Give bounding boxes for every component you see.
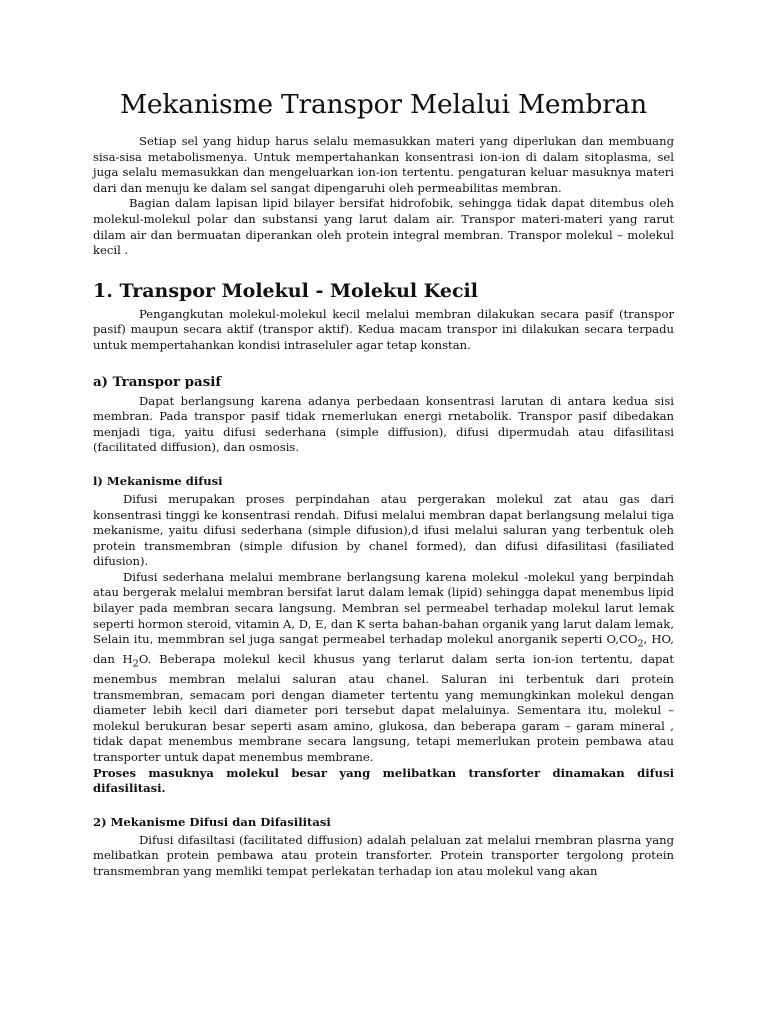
item-2-heading: 2) Mekanisme Difusi dan Difasilitasi bbox=[93, 814, 331, 829]
item-1-paragraph-2-part-b: , HO, dan H bbox=[93, 632, 674, 667]
intro-paragraph-1: Setiap sel yang hidup harus selalu memasukkan materi yang diperlukan dan membuang sisa-sisa metabolismenya. Untuk mempertahankan konsentrasi ion-ion di dalam sitoplasma, sel juga selalu memasukkan dan mengeluarkan ion-ion tertentu. pengaturan keluar masuknya materi dari dan menuju ke dalam sel sangat dipengaruhi oleh permeabilitas membran. bbox=[93, 134, 674, 195]
item-1-heading: l) Mekanisme difusi bbox=[93, 473, 223, 488]
subscript-h2o: 2 bbox=[132, 658, 139, 670]
document-title: Mekanisme Transpor Melalui Membran bbox=[119, 89, 648, 120]
subsection-a-paragraph: Dapat berlangsung karena adanya perbedaan konsentrasi larutan di antara kedua sisi membran. Pada transpor pasif tidak rnemerlukan energi rnetabolik. Transpor pasif dibedakan menjadi tiga, yaitu difusi sederhana (simple diffusion), difusi dipermudah atau difasilitasi (facilitated diffusion), dan osmosis. bbox=[93, 393, 674, 455]
section-1-heading: 1. Transpor Molekul - Molekul Kecil bbox=[93, 279, 478, 302]
item-1-bold-statement: Proses masuknya molekul besar yang melibatkan transforter dinamakan difusi difasilitasi. bbox=[93, 765, 674, 796]
item-1-paragraph-2-part-a: Difusi sederhana melalui membrane berlangsung karena molekul -molekul yang berpindah atau bergerak melalui membran bersifat larut dalam lemak (lipid) sehingga dapat menembus lipid bilayer pada membran secara langsung. Membran sel permeabel terhadap molekul larut lemak seperti hormon steroid, vitamin A, D, E, dan K serta bahan-bahan organik yang larut dalam lemak, Selain itu, memmbran sel juga sangat permeabel terhadap molekul anorganik seperti O,CO bbox=[93, 569, 674, 647]
intro-paragraph-2: Bagian dalam lapisan lipid bilayer bersifat hidrofobik, sehingga tidak dapat ditembus oleh molekul-molekul polar dan substansi yang larut dalam air. Transpor materi-materi yang rarut dilam air dan bermuatan diperankan oleh protein integral membran. Transpor molekul – molekul kecil . bbox=[93, 196, 674, 258]
item-1-paragraph-2-part-c: O. Beberapa molekul kecil khusus yang terlarut dalam serta ion-ion tertentu, dapat menembus membran melalui saluran atau chanel. Saluran ini terbentuk dari protein transmembran, semacam pori dengan diameter tertentu yang memungkinkan molekul dengan diameter lebih kecil dari diameter pori tersebut dapat melaluinya. Sementara itu, molekul – molekul berukuran besar seperti asam amino, glukosa, dan beberapa garam – garam mineral , tidak dapat menembus membrane secara langsung, tetapi memerlukan protein pembawa atau transporter untuk dapat menembus membrane. bbox=[93, 652, 674, 765]
item-2-paragraph-1: Difusi difasiltasi (facilitated diffusion) adalah pelaluan zat melalui rnembran plasrna yang melibatkan protein pembawa atau protein transforter. Protein transporter tergolong protein transmembran yang memliki tempat perlekatan terhadap ion atau molekul vang akan bbox=[93, 832, 674, 878]
item-1-paragraph-1: Difusi merupakan proses perpindahan atau pergerakan molekul zat atau gas dari konsentrasi tinggi ke konsentrasi rendah. Difusi melalui membran dapat berlangsung melalui tiga mekanisme, yaitu difusi sederhana (simple difusion),d ifusi melalui saluran yang terbentuk oleh protein transmembran (simple difusion by chanel formed), dan difusi difasilitasi (fasiliated difusion). bbox=[93, 491, 674, 569]
subsection-a-heading: a) Transpor pasif bbox=[93, 373, 222, 390]
item-1-paragraph-2 bbox=[93, 570, 674, 766]
section-1-paragraph: Pengangkutan molekul-molekul kecil melalui membran dilakukan secara pasif (transpor pasif) maupun secara aktif (transpor aktif). Kedua macam transpor ini dilakukan secara terpadu untuk mempertahankan kondisi intraseluler agar tetap konstan. bbox=[93, 306, 674, 352]
subscript-co2: 2 bbox=[637, 638, 644, 650]
document-page bbox=[93, 88, 674, 880]
